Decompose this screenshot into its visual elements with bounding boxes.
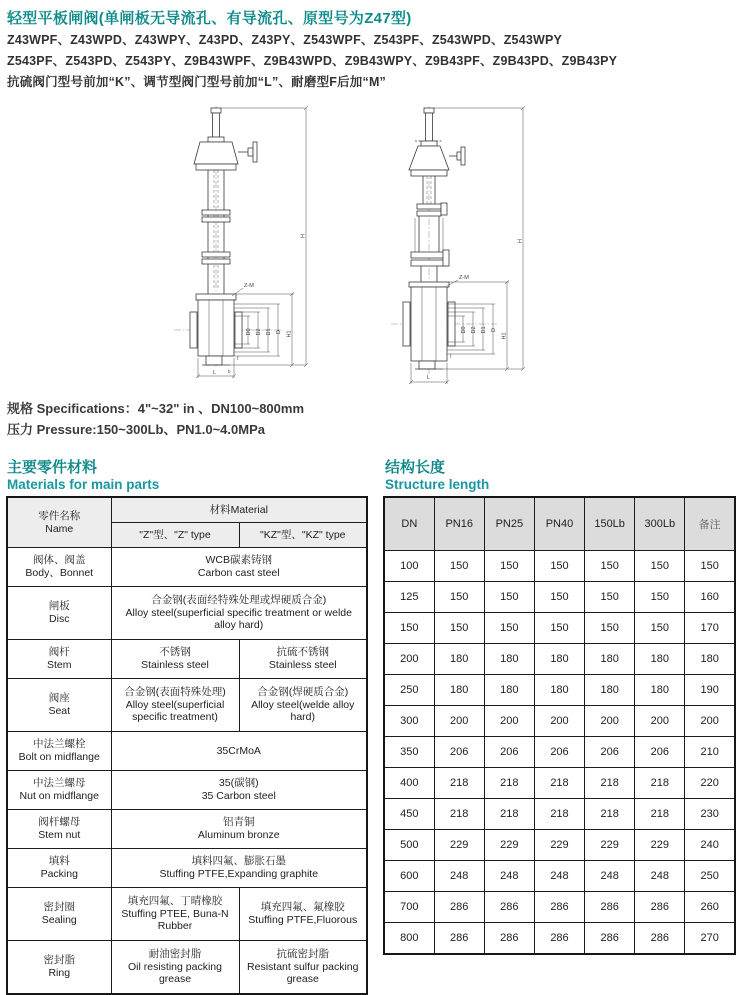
table-cell: 180	[585, 644, 635, 675]
table-row	[384, 923, 735, 955]
table-cell: 700	[384, 892, 434, 923]
table-row	[384, 768, 735, 799]
col-pn16: PN16	[434, 497, 484, 551]
table-row	[384, 830, 735, 861]
table-cell: 248	[635, 861, 685, 892]
table-cell: 300	[384, 706, 434, 737]
table-cell: 200	[685, 706, 735, 737]
part-name: 阀座 Seat	[7, 679, 111, 732]
dim-label-f: f	[450, 354, 452, 359]
table-cell: 150	[685, 551, 735, 582]
table-cell: 150	[534, 582, 584, 613]
dim-label-d1: D1	[266, 328, 272, 336]
table-cell: 218	[484, 799, 534, 830]
table-cell: 218	[534, 799, 584, 830]
table-cell: 206	[635, 737, 685, 768]
table-cell: 218	[484, 768, 534, 799]
table-cell: 150	[384, 613, 434, 644]
table-cell: 270	[685, 923, 735, 955]
table-cell: 229	[484, 830, 534, 861]
part-material-kz: 抗硫密封脂 Resistant sulfur packing grease	[239, 941, 367, 995]
table-cell: 210	[685, 737, 735, 768]
table-cell: 190	[685, 675, 735, 706]
table-cell: 286	[635, 892, 685, 923]
table-row	[7, 888, 367, 941]
col-300lb: 300Lb	[635, 497, 685, 551]
table-cell: 150	[484, 613, 534, 644]
table-cell: 248	[484, 861, 534, 892]
table-row	[384, 644, 735, 675]
col-pn25: PN25	[484, 497, 534, 551]
table-cell: 180	[585, 675, 635, 706]
part-name: 阀杆 Stem	[7, 640, 111, 679]
model-note: 抗硫阀门型号前加“K”、调节型阀门型号前加“L”、耐磨型F后加“M”	[7, 75, 387, 89]
dim-label-l: L	[213, 370, 217, 376]
table-cell: 206	[434, 737, 484, 768]
table-row	[384, 675, 735, 706]
table-row	[384, 892, 735, 923]
dim-label-d: D	[276, 330, 282, 334]
table-cell: 218	[585, 768, 635, 799]
table-cell: 150	[585, 582, 635, 613]
valve-drawing-right	[385, 106, 537, 400]
table-cell: 286	[635, 923, 685, 955]
part-material: 合金钢(表面经特殊处理或焊硬质合金) Alloy steel(superficial specific treatment or welde alloy hard)	[111, 587, 367, 640]
dim-label-l: L	[427, 375, 431, 381]
dim-label-b: b	[228, 369, 231, 374]
part-name: 中法兰螺母 Nut on midflange	[7, 771, 111, 810]
table-cell: 600	[384, 861, 434, 892]
table-cell: 286	[534, 892, 584, 923]
table-cell: 180	[534, 675, 584, 706]
spec-block	[7, 398, 304, 440]
table-cell: 150	[635, 582, 685, 613]
table-row	[384, 861, 735, 892]
part-name: 闸板 Disc	[7, 587, 111, 640]
part-material-z: 合金钢(表面特殊处理) Alloy steel(superficial specific treatment)	[111, 679, 239, 732]
dim-label-h1: H1	[501, 332, 508, 340]
valve-drawing-left	[158, 106, 316, 398]
part-material-z: 不锈钢 Stainless steel	[111, 640, 239, 679]
table-row	[7, 810, 367, 849]
part-material-kz: 合金钢(焊硬质合金) Alloy steel(welde alloy hard)	[239, 679, 367, 732]
section-title-structure	[385, 456, 489, 492]
dim-label-d2: D2	[256, 328, 262, 336]
dim-label-d0: D0	[246, 328, 252, 336]
table-cell: 206	[534, 737, 584, 768]
table-row	[7, 941, 367, 995]
table-cell: 250	[384, 675, 434, 706]
materials-title-zh: 主要零件材料	[7, 459, 98, 476]
dim-label-d1: D1	[481, 326, 487, 334]
header-name-zh: 零件名称	[38, 509, 81, 522]
table-row	[384, 551, 735, 582]
table-cell: 150	[635, 551, 685, 582]
structure-table	[383, 496, 736, 955]
table-cell: 150	[585, 613, 635, 644]
table-cell: 160	[685, 582, 735, 613]
table-cell: 220	[685, 768, 735, 799]
table-cell: 150	[635, 613, 685, 644]
table-cell: 218	[635, 768, 685, 799]
table-cell: 218	[434, 768, 484, 799]
table-cell: 150	[585, 551, 635, 582]
col-remark: 备注	[685, 497, 735, 551]
table-cell: 180	[484, 675, 534, 706]
table-cell: 450	[384, 799, 434, 830]
table-cell: 229	[585, 830, 635, 861]
table-cell: 150	[434, 613, 484, 644]
table-row	[384, 582, 735, 613]
table-cell: 200	[585, 706, 635, 737]
table-cell: 286	[484, 892, 534, 923]
part-name: 阀体、阀盖 Body、Bonnet	[7, 548, 111, 587]
table-row	[7, 771, 367, 810]
part-material: 铝青铜 Aluminum bronze	[111, 810, 367, 849]
model-line-1: Z43WPF、Z43WPD、Z43WPY、Z43PD、Z43PY、Z543WPF、Z543PF、Z543WPD、Z543WPY	[7, 33, 563, 47]
table-row	[7, 548, 367, 587]
part-material-z: 填充四氟、丁晴橡胶 Stuffing PTEE, Buna-N Rubber	[111, 888, 239, 941]
table-cell: 248	[434, 861, 484, 892]
table-cell: 100	[384, 551, 434, 582]
table-row	[384, 737, 735, 768]
table-cell: 150	[484, 582, 534, 613]
col-pn40: PN40	[534, 497, 584, 551]
part-material: 35CrMoA	[111, 732, 367, 771]
page-title: 轻型平板闸阀(单闸板无导流孔、有导流孔、原型号为Z47型)	[7, 10, 412, 27]
dim-label-zm: Z-M	[244, 283, 254, 289]
table-cell: 286	[585, 892, 635, 923]
section-title-materials	[7, 456, 159, 492]
table-row	[7, 640, 367, 679]
dim-label-h1: H1	[286, 330, 293, 338]
dim-label-h: H	[517, 239, 524, 243]
table-cell: 150	[484, 551, 534, 582]
table-cell: 260	[685, 892, 735, 923]
part-name: 填料 Packing	[7, 849, 111, 888]
table-cell: 206	[585, 737, 635, 768]
table-cell: 150	[434, 551, 484, 582]
part-name: 密封圈 Sealing	[7, 888, 111, 941]
part-name: 中法兰螺栓 Bolt on midflange	[7, 732, 111, 771]
structure-title-zh: 结构长度	[385, 459, 446, 476]
table-cell: 800	[384, 923, 434, 955]
table-row	[384, 799, 735, 830]
table-cell: 200	[635, 706, 685, 737]
table-cell: 286	[585, 923, 635, 955]
table-cell: 218	[534, 768, 584, 799]
table-cell: 206	[484, 737, 534, 768]
dim-label-d0: D0	[461, 326, 467, 334]
table-cell: 180	[635, 675, 685, 706]
table-row	[384, 706, 735, 737]
dim-label-f: f	[237, 356, 239, 361]
col-150lb: 150Lb	[585, 497, 635, 551]
header-name-en: Name	[45, 522, 74, 535]
structure-header-row	[384, 497, 735, 551]
table-cell: 400	[384, 768, 434, 799]
part-material-z: 耐油密封脂 Oil resisting packing grease	[111, 941, 239, 995]
table-row	[7, 849, 367, 888]
table-cell: 230	[685, 799, 735, 830]
table-cell: 286	[534, 923, 584, 955]
dim-label-d2: D2	[471, 326, 477, 334]
materials-header-material: 材料Material	[111, 497, 367, 523]
table-cell: 229	[434, 830, 484, 861]
table-cell: 248	[534, 861, 584, 892]
table-cell: 180	[434, 675, 484, 706]
dim-label-h: H	[300, 234, 307, 238]
col-dn: DN	[384, 497, 434, 551]
materials-header-kz-type: "KZ"型、"KZ" type	[239, 523, 367, 548]
table-cell: 229	[635, 830, 685, 861]
table-cell: 248	[585, 861, 635, 892]
table-cell: 180	[434, 644, 484, 675]
table-cell: 180	[635, 644, 685, 675]
table-cell: 240	[685, 830, 735, 861]
table-cell: 286	[434, 923, 484, 955]
table-cell: 229	[534, 830, 584, 861]
spec-line-pressure: 压力 Pressure:150~300Lb、PN1.0~4.0MPa	[7, 422, 265, 437]
part-name: 阀杆螺母 Stem nut	[7, 810, 111, 849]
part-material: 35(碳钢) 35 Carbon steel	[111, 771, 367, 810]
table-cell: 150	[534, 551, 584, 582]
table-cell: 150	[534, 613, 584, 644]
table-cell: 180	[685, 644, 735, 675]
part-material: 填料四氟、膨胀石墨 Stuffing PTFE,Expanding graphite	[111, 849, 367, 888]
table-cell: 500	[384, 830, 434, 861]
table-row	[7, 587, 367, 640]
table-row	[7, 679, 367, 732]
part-material-kz: 抗硫不锈钢 Stainless steel	[239, 640, 367, 679]
table-row	[384, 613, 735, 644]
materials-header-z-type: "Z"型、"Z" type	[111, 523, 239, 548]
dim-label-zm: Z-M	[459, 275, 469, 281]
table-cell: 200	[434, 706, 484, 737]
table-cell: 350	[384, 737, 434, 768]
table-cell: 150	[434, 582, 484, 613]
part-name: 密封脂 Ring	[7, 941, 111, 995]
structure-title-en: Structure length	[385, 477, 490, 492]
table-cell: 218	[434, 799, 484, 830]
model-list	[7, 30, 617, 93]
part-material-kz: 填充四氟、氟橡胶 Stuffing PTFE,Fluorous	[239, 888, 367, 941]
model-line-2: Z543PF、Z543PD、Z543PY、Z9B43WPF、Z9B43WPD、Z9B43WPY、Z9B43PF、Z9B43PD、Z9B43PY	[7, 54, 618, 68]
dim-label-d: D	[491, 328, 497, 332]
table-cell: 180	[534, 644, 584, 675]
table-cell: 170	[685, 613, 735, 644]
materials-header-name	[7, 497, 111, 548]
table-cell: 218	[585, 799, 635, 830]
materials-title-en: Materials for main parts	[7, 477, 160, 492]
table-cell: 200	[484, 706, 534, 737]
table-row	[7, 732, 367, 771]
materials-table	[6, 496, 368, 995]
table-cell: 286	[484, 923, 534, 955]
table-cell: 286	[434, 892, 484, 923]
table-cell: 125	[384, 582, 434, 613]
spec-line-specifications: 规格 Specifications：4"~32" in 、DN100~800mm	[7, 401, 305, 416]
table-cell: 250	[685, 861, 735, 892]
table-cell: 200	[534, 706, 584, 737]
table-cell: 180	[484, 644, 534, 675]
part-material: WCB碳素铸钢 Carbon cast steel	[111, 548, 367, 587]
table-cell: 218	[635, 799, 685, 830]
table-cell: 200	[384, 644, 434, 675]
